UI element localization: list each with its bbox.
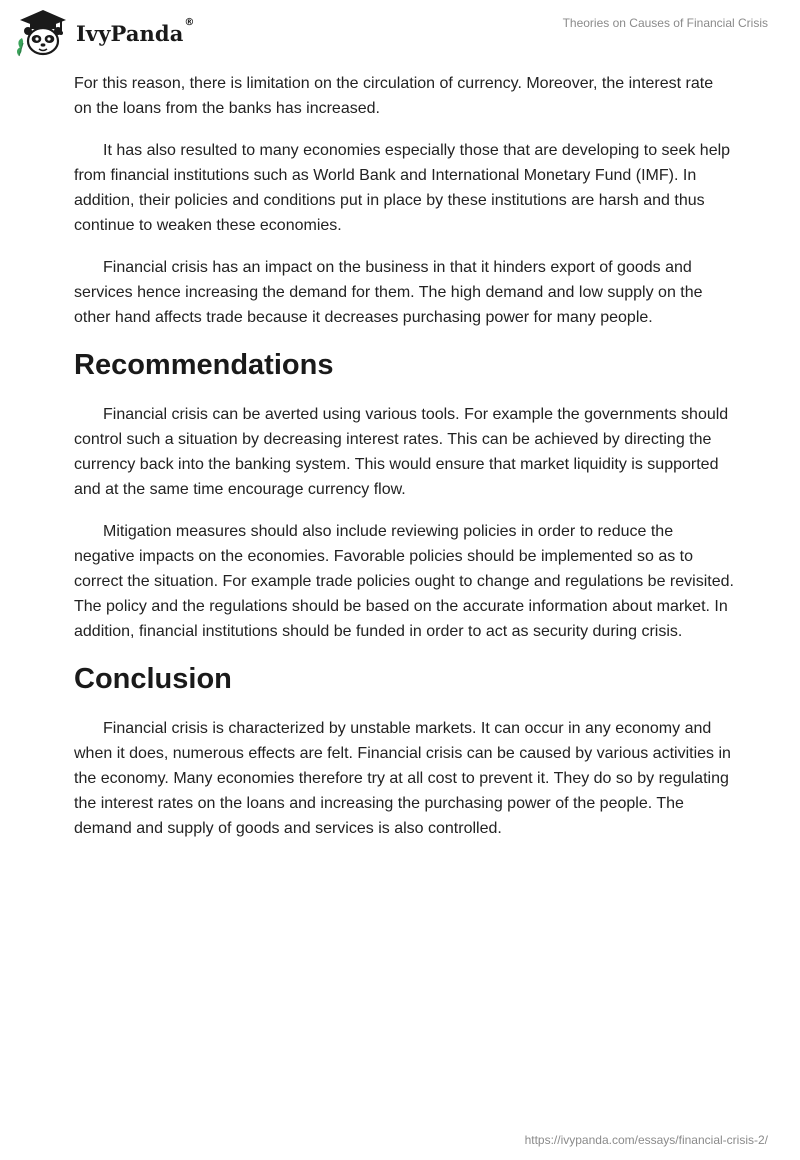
heading-recommendations: Recommendations [74, 349, 334, 381]
paragraph-business-impact: Financial crisis has an impact on the business in that it hinders export of goods and services hence increasing the demand for them. The high demand and low supply on the other hand affects trade because it decreases purchasing power for many people. [74, 259, 703, 326]
heading-conclusion: Conclusion [74, 663, 232, 695]
panda-graduate-icon [14, 8, 72, 58]
essay-body [74, 71, 734, 858]
paragraph-recommendations-1: Financial crisis can be averted using various tools. For example the governments should control such a situation by decreasing interest rates. This can be achieved by directing the currency back into the banking system. This would ensure that market liquidity is supported and at the same time encourage currency flow. [74, 406, 729, 498]
paragraph-recommendations-2: Mitigation measures should also include reviewing policies in order to reduce the negative impacts on the economies. Favorable policies should be implemented so as to correct the situation. For example trade policies ought to change and regulations be revisited. The policy and the regulations should be based on the accurate information about market. In addition, financial institutions should be funded in order to act as security during crisis. [74, 523, 734, 640]
site-logo[interactable] [14, 8, 195, 58]
paragraph-intro-continuation: For this reason, there is limitation on the circulation of currency. Moreover, the interest rate on the loans from the banks has increased. [74, 75, 714, 117]
document-title: Theories on Causes of Financial Crisis [562, 16, 768, 30]
paragraph-imf: It has also resulted to many economies especially those that are developing to seek help from financial institutions such as World Bank and International Monetary Fund (IMF). In addition, their policies and conditions put in place by these institutions are harsh and thus continue to weaken these economies. [74, 142, 731, 234]
source-url[interactable]: https://ivypanda.com/essays/financial-crisis-2/ [524, 1133, 768, 1147]
page-header [0, 0, 800, 70]
logo-wordmark: IvyPanda® [76, 16, 195, 46]
paragraph-conclusion: Financial crisis is characterized by unstable markets. It can occur in any economy and when it does, numerous effects are felt. Financial crisis can be caused by various activities in the economy. Many economies therefore try at all cost to prevent it. They do so by regulating the interest rates on the loans and increasing the purchasing power of the people. The demand and supply of goods and services is also controlled. [74, 720, 731, 837]
